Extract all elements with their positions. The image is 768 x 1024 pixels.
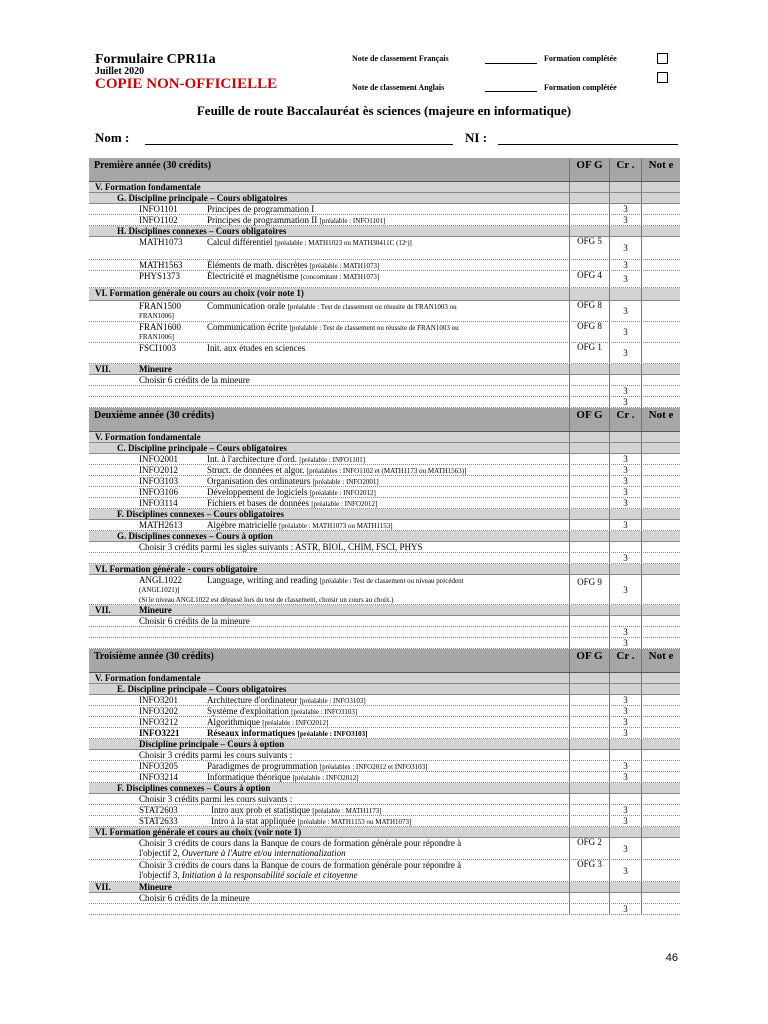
option-text: Choisir 3 crédits parmi les cours suivants : — [139, 750, 293, 760]
blank-row[interactable] — [89, 638, 680, 649]
col-cr: Cr . — [609, 158, 641, 181]
year2-title: Deuxième année (30 crédits) — [94, 410, 215, 421]
course-desc: Principes de programmation I — [207, 204, 315, 214]
course-prereq: [préalable : MATH1073 ou MATH1153] — [278, 522, 393, 530]
minor-text: Choisir 6 crédits de la mineure — [139, 616, 250, 626]
course-code: ANGL1022 — [139, 575, 182, 585]
year2-header — [89, 408, 680, 432]
course-ofg: OFG 8 — [569, 322, 609, 342]
course-credits: 3 — [609, 520, 641, 530]
course-credits: 3 — [609, 386, 641, 396]
note-cell[interactable] — [641, 487, 680, 497]
note-cell[interactable] — [641, 717, 680, 727]
formation-complete-label-en: Formation complétée — [544, 83, 617, 92]
course-row — [89, 728, 680, 739]
course-prereq: [préalable : INFO3103] — [291, 708, 358, 716]
course-code: INFO2012 — [139, 465, 179, 475]
note-cell[interactable] — [641, 638, 680, 648]
course-desc: Informatique théorique — [207, 772, 291, 782]
nom-label: Nom : — [95, 130, 130, 145]
course-ofg: OFG 4 — [569, 271, 609, 287]
year1-header — [89, 158, 680, 182]
minor-row — [89, 616, 680, 627]
course-code: MATH1563 — [139, 260, 183, 270]
option-row — [89, 750, 680, 761]
course-code: STAT2633 — [139, 816, 178, 826]
note-cell[interactable] — [641, 904, 680, 914]
course-credits: 3 — [609, 498, 641, 508]
formation-complete-fr-checkbox[interactable] — [657, 53, 668, 64]
option-row — [89, 542, 680, 553]
course-prereq: [préalable : INFO1101] — [319, 217, 386, 225]
course-code: MATH2613 — [139, 520, 183, 530]
note-cell[interactable] — [641, 728, 680, 738]
page-number: 46 — [665, 952, 678, 964]
note-cell[interactable] — [641, 454, 680, 464]
course-desc: Intro à la stat appliquée — [211, 816, 296, 826]
section-label: Mineure — [139, 882, 172, 892]
course-row — [89, 805, 680, 816]
course-desc: Struct. de données et algor. — [207, 465, 305, 475]
section-label: C. Discipline principale – Cours obligatoires — [117, 443, 287, 453]
course-credits: 3 — [609, 465, 641, 475]
course-prereq: [préalable : INFO2012] — [311, 500, 378, 508]
course-desc: Organisation des ordinateurs — [207, 476, 311, 486]
note-cell[interactable] — [641, 343, 680, 363]
course-credits: 3 — [609, 487, 641, 497]
note-cell[interactable] — [641, 271, 680, 287]
course-prereq: [préalable : MATH1153 ou MATH1073] — [297, 818, 412, 826]
blank-row[interactable] — [89, 627, 680, 638]
form-title: Formulaire CPR11a — [95, 52, 216, 67]
section-label: Mineure — [139, 605, 172, 615]
course-desc: Algorithmique — [207, 717, 260, 727]
section-label: VI. Formation générale ou cours au choix (voir note 1) — [95, 288, 304, 298]
nom-field[interactable] — [145, 144, 453, 145]
course-code: INFO3103 — [139, 476, 179, 486]
section-row — [89, 182, 680, 193]
note-cell[interactable] — [641, 386, 680, 396]
note-cell[interactable] — [641, 575, 680, 604]
course-credits: 3 — [609, 838, 641, 859]
col-note: Not e — [641, 649, 680, 672]
course-row — [89, 301, 680, 322]
fg-row — [89, 838, 680, 860]
col-ofg: OF G — [569, 158, 609, 181]
note-cell[interactable] — [641, 805, 680, 815]
course-desc: Init. aux études en sciences — [207, 343, 306, 353]
blank-row[interactable] — [89, 553, 680, 564]
minor-row — [89, 893, 680, 904]
blank-row[interactable] — [89, 397, 680, 408]
blank-row[interactable] — [89, 904, 680, 915]
course-desc: Système d'exploitation — [207, 706, 289, 716]
course-credits: 3 — [609, 805, 641, 815]
course-row — [89, 772, 680, 783]
course-credits: 3 — [609, 322, 641, 342]
section-row — [89, 684, 680, 695]
section-label: E. Discipline principale – Cours obligatoires — [117, 684, 287, 694]
col-note: Not e — [641, 158, 680, 181]
note-cell[interactable] — [641, 301, 680, 321]
course-code: INFO3212 — [139, 717, 179, 727]
course-credits: 3 — [609, 204, 641, 214]
section-row — [89, 605, 680, 616]
course-row — [89, 520, 680, 531]
course-code: FRAN1500 — [139, 301, 182, 311]
course-row — [89, 343, 680, 364]
course-prereq: [préalable : INFO2001] — [312, 478, 379, 486]
year3-header — [89, 649, 680, 673]
note-cell[interactable] — [641, 397, 680, 407]
course-desc: Communication écrite — [207, 322, 288, 332]
section-label: V. Formation fondamentale — [95, 182, 201, 192]
course-credits: 3 — [609, 695, 641, 705]
section-label: G. Disciplines connexes – Cours à option — [117, 531, 273, 541]
note-cell[interactable] — [641, 260, 680, 270]
option-text: Choisir 3 crédits parmi les cours suivants : — [139, 794, 293, 804]
section-row — [89, 882, 680, 893]
course-credits: 3 — [609, 627, 641, 637]
section-row — [89, 443, 680, 454]
ni-field[interactable] — [498, 144, 678, 145]
course-credits: 3 — [609, 553, 641, 563]
note-cell[interactable] — [641, 816, 680, 826]
fg-text: Choisir 3 crédits de cours dans la Banque de cours de formation générale pour répondre à — [139, 838, 462, 848]
course-ofg: OFG 5 — [569, 237, 609, 259]
course-row — [89, 204, 680, 215]
course-ofg: OFG 3 — [569, 860, 609, 881]
course-credits: 3 — [609, 772, 641, 782]
fg-objective-title: Initiation à la responsabilité sociale et citoyenne — [181, 870, 358, 880]
section-row — [89, 364, 680, 375]
note-cell[interactable] — [641, 322, 680, 342]
fg-objective: l'objectif 2, — [139, 848, 180, 858]
course-prereq: [préalable : INFO3103] — [299, 697, 366, 705]
course-row — [89, 816, 680, 827]
fg-objective: l'objectif 3, — [139, 870, 180, 880]
minor-row — [89, 375, 680, 386]
course-row — [89, 575, 680, 605]
course-prereq: [concomitant : MATH1073] — [300, 273, 380, 281]
course-credits: 3 — [609, 301, 641, 321]
course-prereq: [préalable : MATH1073] — [309, 262, 380, 270]
course-credits: 3 — [609, 237, 641, 259]
section-label: F. Disciplines connexes – Cours à option — [117, 783, 271, 793]
course-ofg: OFG 1 — [569, 343, 609, 363]
course-code: PHYS1373 — [139, 271, 181, 281]
course-prereq: [préalable : INFO2012] — [292, 774, 359, 782]
course-prereq-cont: FRAN1006] — [139, 312, 175, 320]
note-cell[interactable] — [641, 204, 680, 214]
course-code: FSCI1003 — [139, 343, 177, 353]
course-desc: Éléments de math. discrètes — [207, 260, 308, 270]
course-prereq: [préalables : INFO2012 et INFO3103] — [319, 763, 428, 771]
course-credits: 3 — [609, 271, 641, 287]
course-credits: 3 — [609, 638, 641, 648]
course-prereq: [préalable : MATH1023 ou MATH30411C (12ᵉ)] — [274, 239, 412, 247]
note-cell[interactable] — [641, 706, 680, 716]
section-row — [89, 564, 680, 575]
section-number: VII. — [95, 882, 111, 892]
course-prereq: [préalable : INFO2012] — [262, 719, 329, 727]
course-desc: Réseaux informatiques — [207, 728, 296, 738]
fg-text: Choisir 3 crédits de cours dans la Banque de cours de formation générale pour répondre à — [139, 860, 462, 870]
course-credits: 3 — [609, 476, 641, 486]
course-desc: Fichiers et bases de données — [207, 498, 309, 508]
course-credits: 3 — [609, 575, 641, 604]
section-row — [89, 673, 680, 684]
course-ofg: OFG 2 — [569, 838, 609, 859]
course-prereq: [préalable : INFO3103] — [297, 730, 368, 738]
course-row — [89, 476, 680, 487]
course-desc: Language, writing and reading — [207, 575, 318, 585]
section-label: V. Formation fondamentale — [95, 673, 201, 683]
option-text: Choisir 3 crédits parmi les sigles suivants : ASTR, BIOL, CHIM, FSCI, PHYS — [139, 542, 423, 552]
course-code: INFO3106 — [139, 487, 179, 497]
form-date: Juillet 2020 — [95, 66, 145, 77]
course-row — [89, 695, 680, 706]
fg-row — [89, 860, 680, 882]
course-prereq: [préalable : MATH1173] — [312, 807, 382, 815]
col-ofg: OF G — [569, 649, 609, 672]
section-label: VI. Formation générale et cours au choix (voir note 1) — [95, 827, 302, 837]
section-row — [89, 193, 680, 204]
ni-label: NI : — [465, 130, 488, 145]
course-prereq-cont: (ANGL1021)] — [139, 586, 180, 594]
course-row — [89, 761, 680, 772]
course-row — [89, 215, 680, 226]
course-credits: 3 — [609, 904, 641, 914]
note-cell[interactable] — [641, 860, 680, 881]
course-row — [89, 498, 680, 509]
note-en-line[interactable] — [485, 91, 537, 92]
fg-objective-title: Ouverture à l'Autre et/ou internationalization — [181, 848, 346, 858]
option-row — [89, 794, 680, 805]
course-credits: 3 — [609, 343, 641, 363]
course-credits: 3 — [609, 397, 641, 407]
section-label: Mineure — [139, 364, 172, 374]
document-title: Feuille de route Baccalauréat ès sciences (majeure en informatique) — [196, 103, 572, 118]
note-cell[interactable] — [641, 772, 680, 782]
col-cr: Cr . — [609, 649, 641, 672]
course-prereq: [préalable : INFO2012] — [309, 489, 376, 497]
note-fr-label: Note de classement Français — [352, 54, 449, 63]
course-note: (Si le niveau ANGL1022 est dépassé lors du test de classement, choisir un cours au choix.) — [139, 596, 394, 604]
section-label: V. Formation fondamentale — [95, 432, 201, 442]
section-number: VII. — [95, 364, 111, 374]
copy-label: COPIE NON-OFFICIELLE — [95, 76, 278, 92]
note-cell[interactable] — [641, 237, 680, 259]
course-prereq: [préalable : INFO1101] — [299, 456, 366, 464]
course-row — [89, 706, 680, 717]
course-credits: 3 — [609, 728, 641, 738]
section-row — [89, 739, 680, 750]
course-code: INFO3214 — [139, 772, 179, 782]
course-credits: 3 — [609, 761, 641, 771]
course-credits: 3 — [609, 215, 641, 225]
year3-title: Troisième année (30 crédits) — [94, 651, 214, 662]
section-row — [89, 783, 680, 794]
section-label: F. Disciplines connexes – Cours obligatoires — [117, 509, 285, 519]
course-code: INFO3221 — [139, 728, 180, 738]
course-row — [89, 465, 680, 476]
section-number: VII. — [95, 605, 111, 615]
course-code: INFO1101 — [139, 204, 178, 214]
course-code: INFO3202 — [139, 706, 179, 716]
course-desc: Architecture d'ordinateur — [207, 695, 298, 705]
minor-text: Choisir 6 crédits de la mineure — [139, 375, 250, 385]
course-prereq: [préalables : INFO1102 et (MATH1173 ou MATH1563)] — [306, 467, 467, 475]
course-desc: Électricité et magnétisme — [207, 271, 299, 281]
course-code: INFO3201 — [139, 695, 179, 705]
col-note: Not e — [641, 408, 680, 431]
section-label: G. Discipline principale – Cours obligatoires — [117, 193, 288, 203]
course-prereq: [préalable : Test de classement ou réussite de FRAN1003 ou — [289, 324, 459, 332]
course-desc: Développement de logiciels — [207, 487, 308, 497]
section-row — [89, 432, 680, 443]
formation-complete-en-checkbox[interactable] — [657, 72, 668, 83]
course-desc: Int. à l'architecture d'ord. — [207, 454, 297, 464]
course-code: STAT2603 — [139, 805, 178, 815]
course-row — [89, 322, 680, 343]
course-credits: 3 — [609, 717, 641, 727]
course-credits: 3 — [609, 454, 641, 464]
note-cell[interactable] — [641, 838, 680, 859]
course-prereq: [préalable : Test de classement ou réussite de FRAN1003 ou — [287, 303, 457, 311]
col-ofg: OF G — [569, 408, 609, 431]
course-desc: Principes de programmation II — [207, 215, 318, 225]
note-cell[interactable] — [641, 627, 680, 637]
note-cell[interactable] — [641, 465, 680, 475]
note-en-label: Note de classement Anglais — [352, 83, 445, 92]
course-credits: 3 — [609, 860, 641, 881]
course-credits: 3 — [609, 260, 641, 270]
note-cell[interactable] — [641, 695, 680, 705]
note-cell[interactable] — [641, 498, 680, 508]
col-cr: Cr . — [609, 408, 641, 431]
note-cell[interactable] — [641, 476, 680, 486]
minor-text: Choisir 6 crédits de la mineure — [139, 893, 250, 903]
course-desc: Communication orale — [207, 301, 286, 311]
course-code: INFO2001 — [139, 454, 179, 464]
section-row — [89, 531, 680, 542]
course-code: FRAN1600 — [139, 322, 182, 332]
course-prereq-cont: FRAN1006] — [139, 333, 175, 341]
course-credits: 3 — [609, 816, 641, 826]
note-cell[interactable] — [641, 761, 680, 771]
note-fr-line[interactable] — [485, 63, 537, 64]
note-cell[interactable] — [641, 520, 680, 530]
section-label: Discipline principale – Cours à option — [139, 739, 285, 749]
formation-complete-label-fr: Formation complétée — [544, 54, 617, 63]
section-label: H. Disciplines connexes – Cours obligatoires — [117, 226, 287, 236]
course-code: INFO1102 — [139, 215, 178, 225]
blank-row[interactable] — [89, 386, 680, 397]
course-ofg: OFG 8 — [569, 301, 609, 321]
course-row — [89, 271, 680, 288]
course-credits: 3 — [609, 706, 641, 716]
section-row — [89, 509, 680, 520]
course-code: MATH1073 — [139, 237, 183, 247]
course-sheet — [89, 158, 680, 915]
course-desc: Intro aux prob et statistique — [211, 805, 310, 815]
course-row — [89, 487, 680, 498]
course-row — [89, 717, 680, 728]
course-desc: Paradigmes de programmation — [207, 761, 318, 771]
course-row — [89, 454, 680, 465]
course-ofg: OFG 9 — [569, 575, 609, 604]
course-row — [89, 237, 680, 260]
section-label: VI. Formation générale - cours obligatoire — [95, 564, 258, 574]
course-desc: Calcul différentiel — [207, 237, 273, 247]
course-code: INFO3205 — [139, 761, 179, 771]
course-prereq: [préalable : Test de classement ou niveau précédent — [319, 577, 464, 585]
course-desc: Algèbre matricielle — [207, 520, 277, 530]
year1-title: Première année (30 crédits) — [94, 160, 212, 171]
note-cell[interactable] — [641, 553, 680, 563]
note-cell[interactable] — [641, 215, 680, 225]
course-code: INFO3114 — [139, 498, 178, 508]
